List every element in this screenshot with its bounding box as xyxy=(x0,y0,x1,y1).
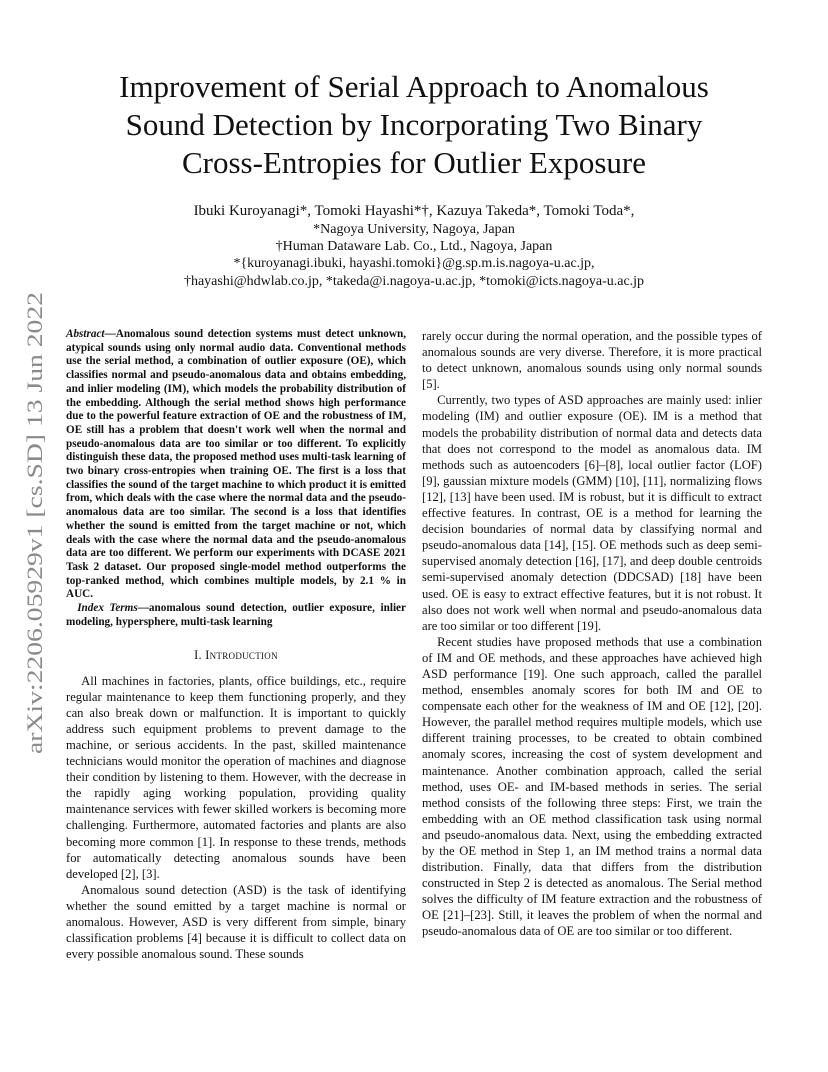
affiliation-hdwlab: †Human Dataware Lab. Co., Ltd., Nagoya, Japan xyxy=(275,239,553,255)
arxiv-identifier: arXiv:2206.05929v1 [cs.SD] 13 Jun 2022 xyxy=(22,377,47,754)
paper-title xyxy=(60,68,768,182)
abstract xyxy=(66,328,406,602)
left-column xyxy=(66,328,406,962)
abstract-label: Abstract xyxy=(66,328,105,340)
body-paragraph-continued: rarely occur during the normal operation, and the possible types of anomalous sounds are very diverse. Therefore, it is more practical to detect unknown, anomalous sounds using only normal sounds [5]. xyxy=(422,329,762,392)
right-column xyxy=(422,328,762,940)
section-heading xyxy=(66,647,406,663)
title-line: Sound Detection by Incorporating Two Binary xyxy=(125,107,703,142)
index-terms-text: —anomalous sound detection, outlier exposure, inlier modeling, hypersphere, multi-task learning xyxy=(66,602,406,628)
body-paragraph: Anomalous sound detection (ASD) is the task of identifying whether the sound emitted by a target machine is normal or anomalous. However, ASD is very different from simple, binary classification problems [4] because it is difficult to collect data on every possible anomalous sound. These sounds xyxy=(66,882,406,962)
author-emails: *{kuroyanagi.ibuki, hayashi.tomoki}@g.sp.m.is.nagoya-u.ac.jp, xyxy=(233,256,595,272)
title-line: Improvement of Serial Approach to Anomalous xyxy=(119,69,709,104)
index-terms xyxy=(66,602,406,629)
body-paragraph: Recent studies have proposed methods that use a combination of IM and OE methods, and these approaches have achieved high ASD performance [19]. One such approach, called the parallel method, ensembles anomaly scores for both IM and OE to compensate each other for the weakness of IM and OE [12], [20]. However, the parallel method requires multiple models, which use different training processes, to be created to obtain combined anomaly scores, increasing the cost of system development and maintenance. Another combination approach, called the serial method, uses OE- and IM-based methods in series. The serial method consists of the following three steps: First, we train the embedding with an OE method classification task using normal and pseudo-anomalous data. Next, using the embedding extracted by the OE method in Step 1, an IM method trains a normal data distribution. Finally, data that differs from the distribution constructed in Step 2 is detected as anomalous. The Serial method solves the difficulty of IM feature extraction and the robustness of OE [21]–[23]. Still, it leaves the problem of when the normal and pseudo-anomalous data of OE are too similar or too different. xyxy=(422,634,762,939)
title-line: Cross-Entropies for Outlier Exposure xyxy=(181,145,647,180)
section-numeral: I. xyxy=(194,648,202,663)
abstract-text: —Anomalous sound detection systems must detect unknown, atypical sounds using only normal audio data. Conventional methods use the serial method, a combination of outlier exposure (OE), which classifies normal and pseudo-anomalous data and obtains embedding, and inlier modeling (IM), which models the probability distribution of the embedding. Although the serial method shows high performance due to the powerful feature extraction of OE and the robustness of IM, OE still has a problem that doesn't work well when the normal and pseudo-anomalous data are too similar or too different. To explicitly distinguish these data, the proposed method uses multi-task learning of two binary cross-entropies when training OE. The first is a loss that classifies the sound of the target machine to which product it is emitted from, which deals with the case where the normal data and the pseudo-anomalous data are too similar. The second is a loss that identifies whether the sound is emitted from the target machine or not, which deals with the case where the normal data and the pseudo-anomalous data are too different. We perform our experiments with DCASE 2021 Task 2 dataset. Our proposed single-model method outperforms the top-ranked method, which combines multiple models, by 2.1 % in AUC. xyxy=(66,328,406,601)
index-terms-label: Index Terms xyxy=(77,602,138,615)
body-paragraph: All machines in factories, plants, office buildings, etc., require regular maintenance to keep them functioning properly, and they can also break down or malfunction. It is important to quickly address such equipment problems to prevent damage to the machine, or serious accidents. In the past, skilled maintenance technicians would monitor the operation of machines and diagnose their condition by listening to them. However, with the decrease in the rapidly aging working population, providing quality maintenance services with fewer skilled workers is becoming more challenging. Furthermore, automated factories and plants are also becoming more common [1]. In response to these trends, methods for automatically detecting anomalous sounds have been developed [2], [3]. xyxy=(66,673,406,881)
author-names: Ibuki Kuroyanagi*, Tomoki Hayashi*†, Kazuya Takeda*, Tomoki Toda*, xyxy=(193,203,635,219)
body-paragraph: Currently, two types of ASD approaches are mainly used: inlier modeling (IM) and outlier exposure (OE). IM is a method that models the probability distribution of normal data and detects data that does not correspond to the model as anomalous data. IM methods such as autoencoders [6]–[8], local outlier factor (LOF) [9], gaussian mixture models (GMM) [10], [11], normalizing flows [12], [13] have been used. IM is robust, but it is difficult to extract effective features. In contrast, OE is a method for learning the decision boundaries of normal data by classifying normal and pseudo-anomalous data [14], [15]. OE methods such as deep semi-supervised anomaly detection [16], [17], and deep double centroids semi-supervised anomaly detection (DDCSAD) [18] have been used. OE is easy to extract effective features, but it is not robust. It also does not work well when normal and pseudo-anomalous data are too similar or too different [19]. xyxy=(422,393,762,633)
author-emails: †hayashi@hdwlab.co.jp, *takeda@i.nagoya-u.ac.jp, *tomoki@icts.nagoya-u.ac.jp xyxy=(183,273,645,289)
affiliation-nagoya: *Nagoya University, Nagoya, Japan xyxy=(313,222,515,237)
arxiv-stamp-svg xyxy=(20,292,48,754)
section-title: Introduction xyxy=(205,648,278,663)
arxiv-stamp xyxy=(20,292,48,754)
author-block xyxy=(80,201,748,290)
